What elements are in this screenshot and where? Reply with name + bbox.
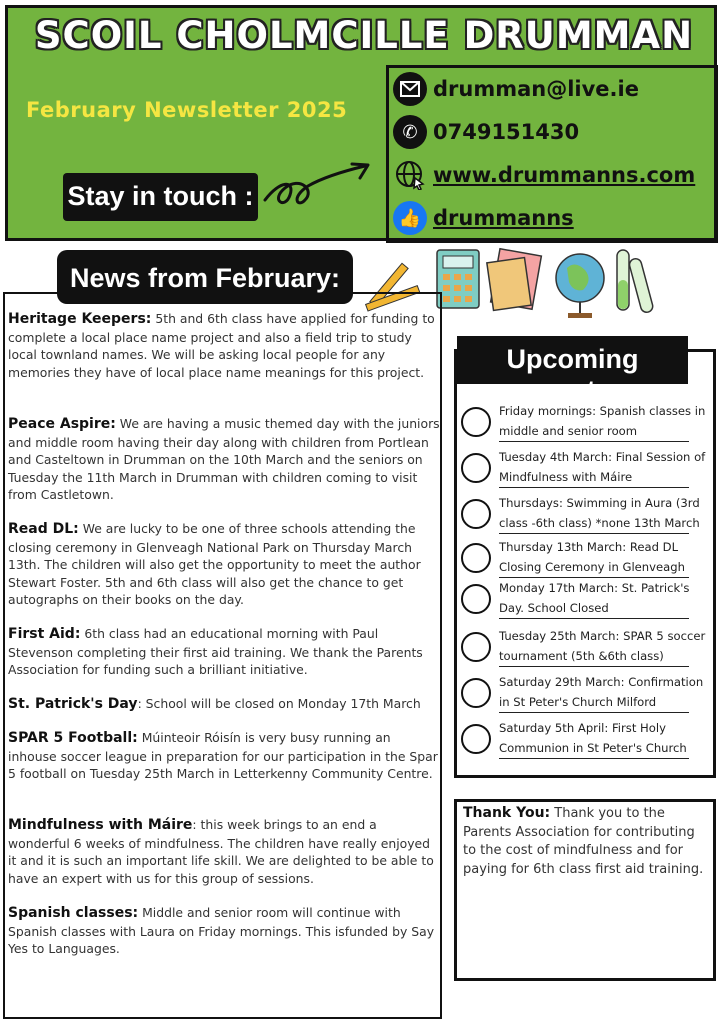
event-checkbox[interactable] [461,543,491,573]
stay-in-touch-label: Stay in touch : [67,181,254,211]
globe-illustration [556,254,604,318]
school-name: SCOIL CHOLMCILLE DRUMMAN [34,14,694,57]
news-item-body: Middle and senior room will continue with Spanish classes with Laura on Friday mornings. This isfunded by Say Yes to Languages. [8,905,435,957]
event-item [459,401,713,445]
event-item [459,447,713,491]
news-item-body: : School will be closed on Monday 17th March [137,696,421,711]
stay-in-touch-badge [63,173,258,221]
events-heading: Upcoming events: [506,344,639,405]
news-item [8,729,440,783]
news-item [8,625,440,679]
news-item-title: Read DL: [8,521,79,537]
events-heading-tab [457,336,688,405]
event-text: Thursdays: Swimming in Aura (3rd class -6th class) *none 13th March [499,496,700,530]
event-item [459,578,713,622]
newsletter-title: February Newsletter 2025 [26,98,348,122]
email-icon [393,72,427,106]
news-item [8,695,440,714]
news-item-body: Múinteoir Róisín is very busy running an inhouse soccer league in preparation for our participation in the Spar 5 football on Tuesday 25th March in Letterkenny Community Centre. [8,730,438,782]
event-text: Saturday 29th March: Confirmation in St Peter's Church Milford [499,675,704,709]
globe-icon [393,158,427,192]
notebook-icon [487,249,542,311]
news-item-body: We are having a music themed day with the juniors and middle room having their day along with children from Portlean and Casteltown in Drumman on the 10th March and the seniors on Tuesday the 11th March in Drumman with children coming to visit from Castletown. [8,416,440,503]
news-item [8,520,440,609]
contact-panel [386,65,718,243]
contact-facebook [393,201,574,235]
news-item-title: SPAR 5 Football: [8,730,138,746]
news-item-title: First Aid: [8,626,81,642]
news-item-title: Spanish classes: [8,905,139,921]
thank-you-title: Thank You: [463,805,551,821]
event-text: Saturday 5th April: First Holy Communion in St Peter's Church [499,721,687,755]
event-text: Tuesday 4th March: Final Session of Mindfulness with Máire [499,450,706,484]
event-checkbox[interactable] [461,499,491,529]
news-item-title: St. Patrick's Day [8,696,138,712]
thank-you-text [463,804,711,879]
event-text: Thursday 13th March: Read DL Closing Ceremony in Glenveagh [499,540,685,574]
event-checkbox[interactable] [461,407,491,437]
thank-you-body: Thank you to the Parents Association for contributing to the cost of mindfulness and for paying for 6th class first aid training. [463,806,704,877]
event-checkbox[interactable] [461,678,491,708]
test-tube-icon [617,250,654,314]
news-panel [3,292,442,1019]
news-item-title: Heritage Keepers: [8,311,152,327]
news-item [8,904,440,958]
news-item-title: Peace Aspire: [8,416,116,432]
phone-number[interactable]: 0749151430 [433,120,580,144]
news-item [8,415,440,504]
thank-you-panel [454,799,716,981]
email-address[interactable]: drumman@live.ie [433,77,639,101]
event-text: Monday 17th March: St. Patrick's Day. School Closed [499,581,690,615]
news-item [8,310,440,381]
event-item [459,626,713,670]
calculator-icon [437,250,479,308]
contact-email [393,72,639,106]
swirl-arrow-icon [260,160,380,220]
news-item-body: : this week brings to an end a wonderful 6 weeks of mindfulness. The children have really enjoyed it and it is such an important life skill. We are delighted to be able to have an expert with us for this group of sessions. [8,817,434,886]
news-item-title: Mindfulness with Máire [8,817,193,833]
event-checkbox[interactable] [461,632,491,662]
event-item [459,493,713,537]
news-item [8,816,440,887]
event-checkbox[interactable] [461,453,491,483]
news-heading-tab [57,250,353,304]
website-link[interactable]: www.drummanns.com [433,163,696,187]
news-heading: News from February: [69,263,341,293]
contact-phone [393,115,579,149]
news-item-body: 6th class had an educational morning with Paul Stevenson completing their first aid training. We thank the Parents Association for funding such a brilliant initiative. [8,626,423,678]
event-checkbox[interactable] [461,724,491,754]
event-text: Tuesday 25th March: SPAR 5 soccer tournament (5th &6th class) [499,629,706,663]
phone-icon: ✆ [393,115,427,149]
event-item [459,537,713,581]
event-item [459,672,713,716]
facebook-link[interactable]: drummanns [433,206,574,230]
facebook-like-icon: 👍 [393,201,427,235]
news-item-body: 5th and 6th class have applied for funding to complete a local place name project and also a field trip to study local townland names. We will be asking local people for any memories they have of local place name meanings for this project. [8,311,435,380]
event-text: Friday mornings: Spanish classes in middle and senior room [499,404,706,438]
event-checkbox[interactable] [461,584,491,614]
contact-website [393,158,695,192]
newsletter-header [5,5,717,241]
event-item [459,718,713,762]
news-item-body: We are lucky to be one of three schools attending the closing ceremony in Glenveagh National Park on Thursday March 13th. The children will also get the opportunity to meet the author Stewart Foster. 5th and 6th class will also get the chance to get autographs on their books on the day. [8,521,421,608]
